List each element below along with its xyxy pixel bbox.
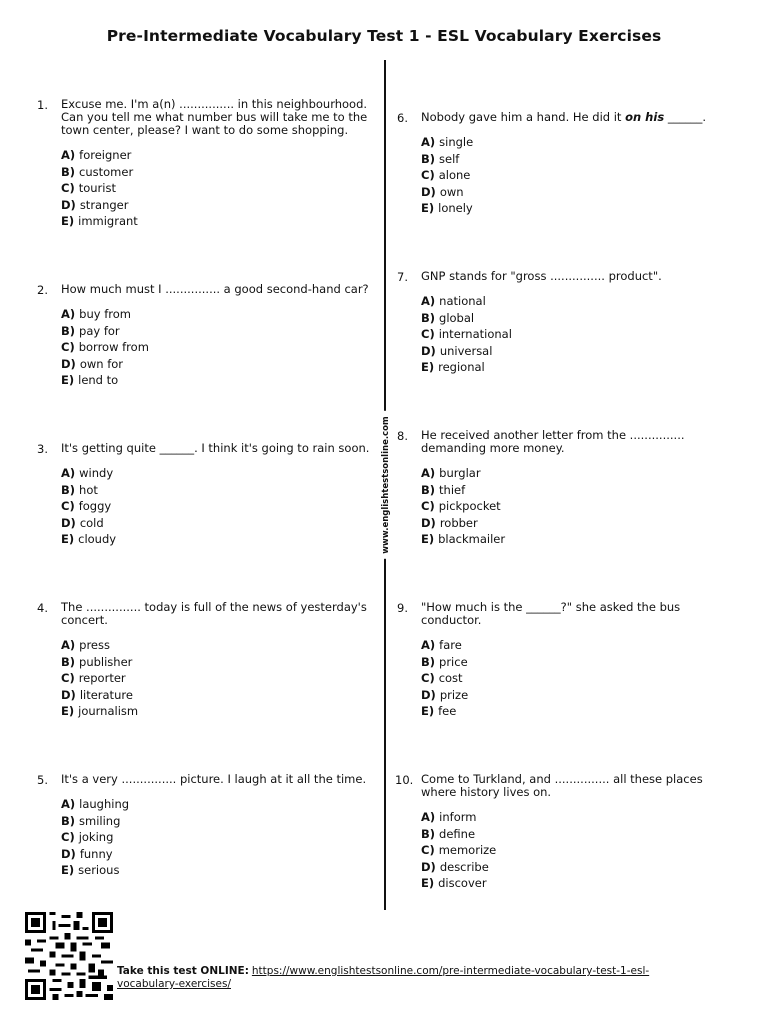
option-letter: A) [61,307,76,321]
answer-options [61,467,381,550]
option-text: windy [79,466,114,480]
question-3 [37,441,381,550]
answer-option[interactable] [61,215,381,232]
answer-option[interactable] [61,374,381,391]
option-text: inform [439,810,477,824]
option-letter: A) [421,135,436,149]
option-letter: C) [421,168,435,182]
option-text: immigrant [78,214,138,228]
answer-options [421,295,741,378]
answer-option[interactable] [61,798,381,815]
answer-option[interactable] [61,358,381,375]
answer-option[interactable] [421,844,741,861]
option-text: cold [79,515,104,530]
answer-option[interactable] [61,484,381,501]
option-text: hot [79,482,98,497]
option-text: thief [439,482,466,497]
answer-option[interactable] [421,877,741,894]
option-text: fee [438,704,457,718]
option-text: global [439,310,475,325]
answer-option[interactable] [421,361,741,378]
option-letter: E) [421,201,435,215]
option-text: stranger [79,197,129,212]
option-text: describe [439,859,489,874]
answer-option[interactable] [421,328,741,345]
option-letter: D) [421,184,436,199]
answer-option[interactable] [421,705,741,722]
answer-option[interactable] [61,467,381,484]
answer-option[interactable] [61,639,381,656]
question-number: 8. [397,429,408,443]
answer-option[interactable] [421,295,741,312]
option-letter: E) [421,704,435,718]
question-4 [37,600,381,722]
answer-option[interactable] [421,153,741,170]
question-number: 10. [395,773,414,787]
option-letter: A) [421,466,436,480]
option-text: pay for [79,323,120,338]
question-text: Excuse me. I'm a(n) ............... in this neighbourhood. Can you tell me what number bus will take me to the town center, please? I want to do some shopping. [61,97,368,137]
option-text: robber [439,515,478,530]
option-text: reporter [78,671,126,685]
answer-option[interactable] [421,484,741,501]
answer-option[interactable] [421,345,741,362]
page-title: Pre-Intermediate Vocabulary Test 1 - ESL Vocabulary Exercises [106,27,662,45]
option-letter: A) [421,294,436,308]
option-letter: C) [61,340,75,354]
question-text: Come to Turkland, and ............... all these places where history lives on. [421,772,703,799]
option-text: define [439,826,476,841]
option-text: serious [78,863,120,877]
option-letter: D) [421,687,436,702]
answer-option[interactable] [421,861,741,878]
answer-options [61,308,381,391]
option-letter: D) [61,197,76,212]
option-text: lend to [78,373,119,387]
answer-options [421,136,741,219]
option-text: international [438,327,512,341]
option-letter: A) [61,797,76,811]
answer-option[interactable] [421,186,741,203]
question-number: 5. [37,773,48,787]
option-text: funny [79,846,113,861]
answer-option[interactable] [61,341,381,358]
option-letter: C) [421,671,435,685]
answer-option[interactable] [421,136,741,153]
option-text: discover [438,876,487,890]
answer-option[interactable] [61,149,381,166]
answer-option[interactable] [61,182,381,199]
answer-option[interactable] [421,639,741,656]
option-letter: D) [61,846,76,861]
option-letter: E) [421,532,435,546]
option-letter: E) [61,373,75,387]
footer [25,912,745,1002]
option-text: cost [438,671,463,685]
option-text: literature [79,687,133,702]
option-text: single [439,135,474,149]
answer-option[interactable] [61,199,381,216]
answer-option[interactable] [421,202,741,219]
answer-option[interactable] [421,828,741,845]
qr-code-icon[interactable] [25,912,113,1000]
option-letter: B) [421,310,436,325]
answer-option[interactable] [61,656,381,673]
option-letter: C) [421,843,435,857]
option-letter: E) [61,214,75,228]
option-letter: A) [61,466,76,480]
question-number: 7. [397,270,408,284]
answer-option[interactable] [61,815,381,832]
option-letter: E) [61,532,75,546]
question-text: He received another letter from the ............... demanding more money. [421,428,685,455]
option-text: cloudy [78,532,117,546]
question-5 [37,772,381,881]
answer-options [421,467,741,550]
question-1 [37,97,381,232]
question-2 [37,282,381,391]
option-letter: A) [421,810,436,824]
option-letter: A) [61,638,76,652]
option-text: customer [79,164,134,179]
answer-option[interactable] [421,467,741,484]
question-text: It's getting quite ______. I think it's going to rain soon. [61,441,370,455]
answer-option[interactable] [61,533,381,550]
answer-option[interactable] [421,533,741,550]
test-url-link[interactable]: https://www.englishtestsonline.com/pre-intermediate-vocabulary-test-1-esl-vocabulary-exercises/ [117,965,650,990]
question-7 [397,269,741,378]
question-number: 3. [37,442,48,456]
option-letter: C) [61,499,75,513]
option-letter: B) [61,164,76,179]
answer-option[interactable] [421,689,741,706]
option-letter: E) [421,360,435,374]
option-text: regional [438,360,485,374]
answer-option[interactable] [421,312,741,329]
question-6 [397,110,741,219]
question-number: 6. [397,111,408,125]
option-letter: D) [421,859,436,874]
option-text: alone [438,168,471,182]
option-letter: B) [421,482,436,497]
option-text: tourist [78,181,116,195]
option-letter: D) [61,515,76,530]
question-text: GNP stands for "gross ............... product". [421,269,662,283]
answer-options [61,149,381,232]
answer-option[interactable] [61,166,381,183]
emphasized-text: on his [625,110,665,124]
question-9 [397,600,741,722]
option-letter: D) [61,356,76,371]
option-letter: B) [61,813,76,828]
online-test-note [117,965,697,991]
option-text: burglar [439,466,481,480]
option-text: smiling [79,813,121,828]
option-letter: C) [421,499,435,513]
answer-option[interactable] [61,864,381,881]
option-letter: D) [421,515,436,530]
option-letter: B) [421,654,436,669]
question-text: It's a very ............... picture. I laugh at it all the time. [61,772,367,786]
option-letter: E) [61,704,75,718]
answer-option[interactable] [61,831,381,848]
option-text: journalism [78,704,139,718]
answer-option[interactable] [61,517,381,534]
option-text: foreigner [79,148,132,162]
option-letter: D) [421,343,436,358]
option-letter: B) [61,323,76,338]
option-text: laughing [79,797,130,811]
option-letter: E) [61,863,75,877]
question-text: Nobody gave him a hand. He did it on his ______. [421,110,706,124]
option-letter: E) [421,876,435,890]
option-text: joking [78,830,114,844]
option-letter: C) [61,181,75,195]
option-letter: C) [61,830,75,844]
answer-option[interactable] [61,500,381,517]
option-letter: C) [421,327,435,341]
answer-option[interactable] [61,848,381,865]
option-text: press [79,638,110,652]
option-letter: B) [61,654,76,669]
answer-option[interactable] [421,169,741,186]
option-text: price [439,654,468,669]
option-text: self [439,151,460,166]
answer-option[interactable] [61,325,381,342]
option-letter: B) [421,151,436,166]
question-text: How much must I ............... a good second-hand car? [61,282,369,296]
option-text: memorize [438,843,497,857]
answer-option[interactable] [61,308,381,325]
option-text: pickpocket [438,499,501,513]
option-text: lonely [438,201,473,215]
question-number: 2. [37,283,48,297]
option-letter: A) [61,148,76,162]
option-text: buy from [79,307,131,321]
question-number: 9. [397,601,408,615]
answer-option[interactable] [61,672,381,689]
option-letter: B) [61,482,76,497]
option-letter: A) [421,638,436,652]
option-text: blackmailer [438,532,506,546]
option-text: universal [439,343,493,358]
question-number: 4. [37,601,48,615]
question-8 [397,428,741,550]
option-letter: B) [421,826,436,841]
option-text: prize [439,687,469,702]
answer-options [421,811,741,894]
option-letter: C) [61,671,75,685]
answer-options [61,639,381,722]
option-text: borrow from [78,340,149,354]
answer-option[interactable] [421,656,741,673]
option-text: own for [79,356,124,371]
answer-option[interactable] [421,672,741,689]
question-text: "How much is the ______?" she asked the bus conductor. [421,600,681,627]
option-text: national [439,294,486,308]
option-text: foggy [78,499,112,513]
answer-option[interactable] [61,705,381,722]
online-test-label: Take this test ONLINE: [117,965,249,977]
option-text: publisher [79,654,133,669]
website-vertical-label: www.englishtestsonline.com [378,411,394,559]
answer-options [421,639,741,722]
answer-option[interactable] [61,689,381,706]
option-text: fare [439,638,462,652]
question-10 [395,772,741,894]
option-letter: D) [61,687,76,702]
question-text: The ............... today is full of the news of yesterday's concert. [61,600,367,627]
option-text: own [439,184,464,199]
question-number: 1. [37,98,48,112]
answer-option[interactable] [421,500,741,517]
answer-options [61,798,381,881]
answer-option[interactable] [421,811,741,828]
answer-option[interactable] [421,517,741,534]
